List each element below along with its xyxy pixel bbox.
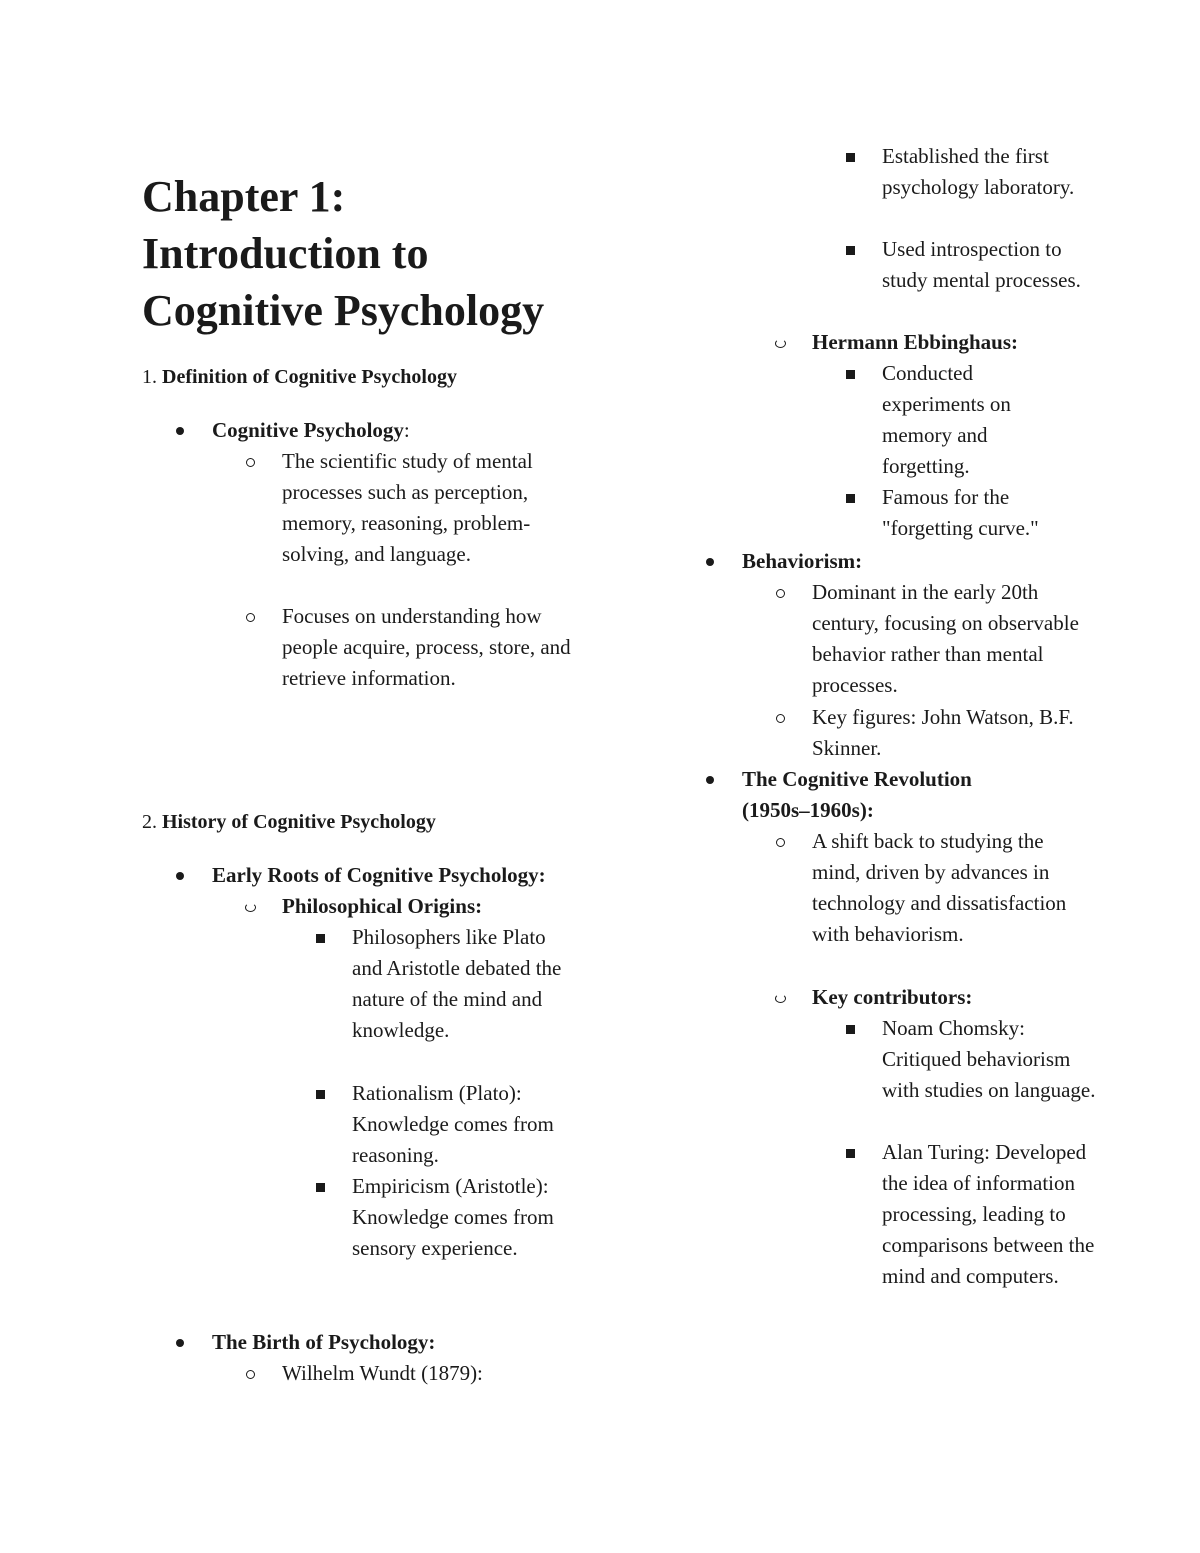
list-item [882,482,1072,544]
list-item [212,415,572,446]
list-item [882,1137,1097,1292]
item-text: The Birth of Psychology: [212,1330,436,1354]
bullet-square-icon [840,358,860,389]
item-text: Early Roots of Cognitive Psychology: [212,863,546,887]
list-item [282,891,582,922]
list-item [812,327,1092,358]
item-text: Wilhelm Wundt (1879): [282,1361,483,1385]
list-item [882,234,1092,296]
item-text: Used introspection to study mental processes. [882,237,1081,292]
bullet-circle-icon [770,826,790,857]
list-item [742,764,1032,826]
item-text: Key contributors: [812,985,973,1009]
item-text: Philosophers like Plato and Aristotle debated the nature of the mind and knowledge. [352,925,562,1042]
list-item [282,601,572,694]
list-item [812,826,1087,950]
term-colon: : [403,418,410,442]
item-text: Rationalism (Plato): Knowledge comes from reasoning. [352,1081,554,1167]
term-label: Cognitive Psychology [212,418,404,442]
item-text: Famous for the "forgetting curve." [882,485,1039,540]
list-item [282,446,572,570]
bullet-circle-icon [770,982,790,1013]
list-item [352,1171,567,1264]
bullet-circle-icon [240,601,260,632]
bullet-square-icon [840,1137,860,1168]
item-text: Empiricism (Aristotle): Knowledge comes from sensory experience. [352,1174,554,1260]
section-heading-2 [142,807,436,838]
bullet-square-icon [310,922,330,953]
bullet-square-icon [840,482,860,513]
bullet-square-icon [840,234,860,265]
item-text: Hermann Ebbinghaus: [812,330,1018,354]
section-number: 1. [142,366,157,388]
item-text: Noam Chomsky: Critiqued behaviorism with studies on language. [882,1016,1096,1102]
list-item [282,1358,582,1389]
item-text: A shift back to studying the mind, driven by advances in technology and dissatisfaction with behaviorism. [812,829,1067,946]
bullet-square-icon [310,1171,330,1202]
title-line-3: Cognitive Psychology [142,286,545,335]
title-line-1: Chapter 1: [142,172,346,221]
bullet-circle-icon [240,1358,260,1389]
bullet-disc-icon [700,546,720,577]
list-item [812,982,1087,1013]
list-item [882,141,1087,203]
bullet-disc-icon [170,1327,190,1358]
list-item [882,358,1062,482]
bullet-disc-icon [170,860,190,891]
chapter-title [142,168,582,339]
item-text: Key figures: John Watson, B.F. Skinner. [812,705,1074,760]
bullet-disc-icon [170,415,190,446]
list-item [352,1078,567,1171]
list-item [212,860,582,891]
list-item [212,1327,572,1358]
list-item [812,577,1087,701]
item-text: Conducted experiments on memory and forgetting. [882,361,1011,478]
item-text: Focuses on understanding how people acquire, process, store, and retrieve information. [282,604,571,690]
list-item [352,922,567,1046]
bullet-square-icon [840,1013,860,1044]
list-item [882,1013,1097,1106]
bullet-circle-icon [770,327,790,358]
item-text: Dominant in the early 20th century, focusing on observable behavior rather than mental processes. [812,580,1079,697]
item-text: Behaviorism: [742,549,863,573]
item-text: Philosophical Origins: [282,894,483,918]
item-text: Alan Turing: Developed the idea of information processing, leading to comparisons between the mind and computers. [882,1140,1095,1288]
title-line-2: Introduction to [142,229,429,278]
bullet-square-icon [310,1078,330,1109]
list-item [812,702,1087,764]
bullet-circle-icon [240,891,260,922]
bullet-circle-icon [770,702,790,733]
section-number: 2. [142,811,157,833]
bullet-square-icon [840,141,860,172]
item-text: Established the first psychology laboratory. [882,144,1075,199]
item-text: The scientific study of mental processes such as perception, memory, reasoning, problem-solving, and language. [282,449,533,566]
bullet-circle-icon [240,446,260,477]
bullet-disc-icon [700,764,720,795]
section-heading-1 [142,362,457,393]
item-text: The Cognitive Revolution (1950s–1960s): [742,767,972,822]
section-title: History of Cognitive Psychology [162,811,436,833]
bullet-circle-icon [770,577,790,608]
list-item [742,546,1082,577]
section-title: Definition of Cognitive Psychology [162,366,457,388]
